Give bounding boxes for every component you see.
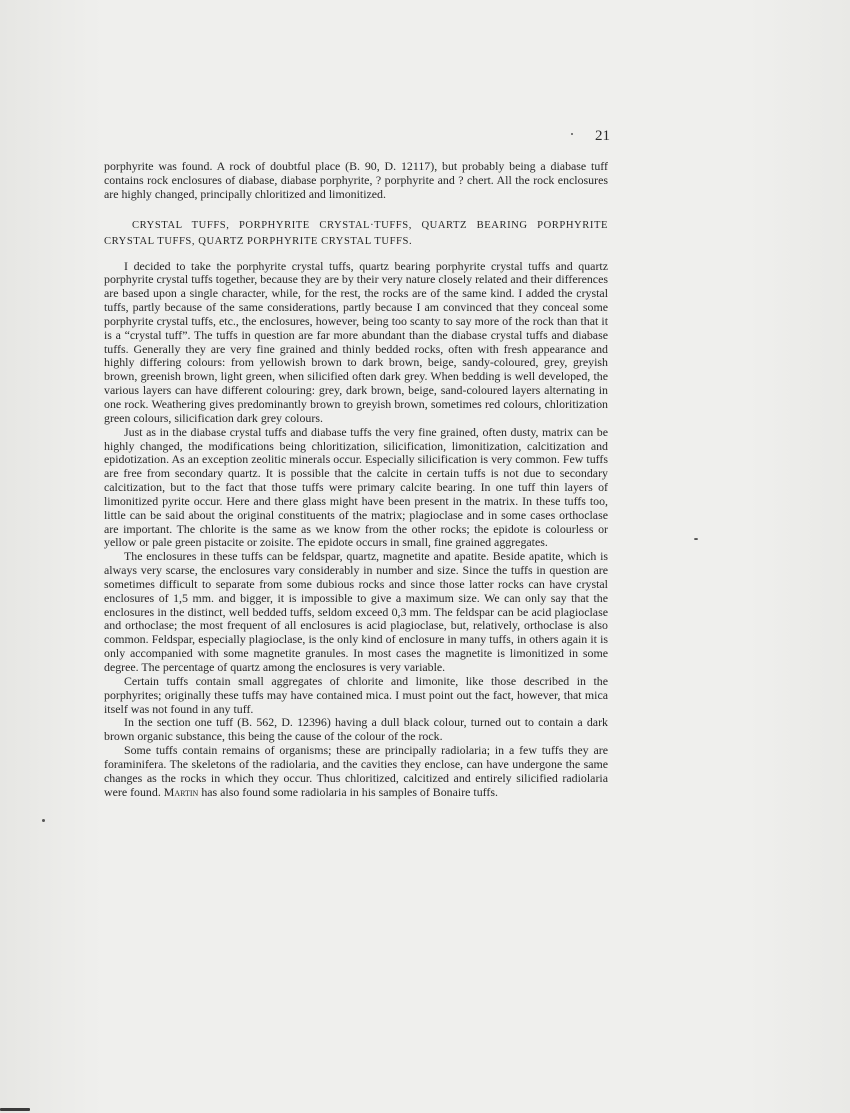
paragraph: The enclosures in these tuffs can be feldspar, quartz, magnetite and apatite. Beside apatite, which is always very scarse, the enclosures vary considerably in number and size. Since the tuffs in question are sometimes difficult to separate from some dubious rocks and since those latter rocks can have crystal enclosures of 1,5 mm. and bigger, it is impossible to give a maximum size. We can only say that the enclosures in the distinct, well bedded tuffs, seldom exceed 0,3 mm. The feldspar can be acid plagioclase and orthoclase; the most frequent of all enclosures is acid plagioclase, but, relatively, orthoclase is also common. Feldspar, especially plagioclase, is the only kind of enclosure in many tuffs, in others again it is only accompanied with some magnetite granules. In most cases the magnetite is limonitized in some degree. The percentage of quartz among the enclosures is very variable. [104, 549, 608, 674]
intro-paragraph: porphyrite was found. A rock of doubtful place (B. 90, D. 12117), but probably being a diabase tuff contains rock enclosures of diabase, diabase porphyrite, ? porphyrite and ? chert. All the rock enclosures are highly changed, principally chloritized and limonitized. [104, 159, 608, 201]
section-heading [104, 218, 608, 250]
paragraph: Just as in the diabase crystal tuffs and diabase tuffs the very fine grained, often dusty, matrix can be highly changed, the modifications being chloritization, silicification, limonitization, calcitization and epidotization. As an exception zeolitic minerals occur. Especially silicification is very common. Few tuffs are free from secondary quartz. It is possible that the calcite in certain tuffs is not due to secondary calcitization, but to the fact that those tuffs were primary calcite bearing. In one tuff thin layers of limonitized pyrite occur. Here and there glass might have been present in the matrix. In these tuffs too, little can be said about the original constituents of the matrix; plagioclase and in some cases orthoclase are important. The chlorite is the same as we know from the other rocks; the epidote is colourless or yellow or pale green pistacite or zoisite. The epidote occurs in small, fine grained aggregates. [104, 424, 608, 550]
page-number: 21 [595, 128, 610, 144]
paragraph-last-before: Some tuffs contain remains of organisms; these are principally radiolaria; in a few tuffs they are foraminifera. The skeletons of the radiolaria, and the cavities they enclose, can have undergone the same changes as the rocks in which they occur. Thus chloritized, calcitized and entirely silicified radiolaria were found. [104, 743, 608, 799]
author-name: Martin [163, 784, 199, 799]
section-heading-text: CRYSTAL TUFFS, PORPHYRITE CRYSTAL·TUFFS, QUARTZ BEARING PORPHYRITE CRYSTAL TUFFS, QUARTZ PORPHYRITE CRYSTAL TUFFS. [104, 219, 608, 247]
paragraph: In the section one tuff (B. 562, D. 12396) having a dull black colour, turned out to contain a dark brown organic substance, this being the cause of the colour of the rock. [104, 715, 608, 744]
paragraph: Certain tuffs contain small aggregates of chlorite and limonite, like those described in the porphyrites; originally these tuffs may have contained mica. I must point out the fact, however, that mica itself was not found in any tuff. [104, 673, 608, 716]
paper-speck [694, 538, 698, 540]
body-text [104, 160, 608, 799]
paper-speck [0, 1108, 30, 1111]
paper-speck [42, 819, 45, 822]
paragraph-last [104, 744, 608, 799]
paper-speck [571, 133, 573, 135]
paragraph: I decided to take the porphyrite crystal tuffs, quartz bearing porphyrite crystal tuffs and quartz porphyrite crystal tuffs together, because they are by their very nature closely related and their differences are based upon a single character, while, for the rest, the rocks are of the same kind. I added the crystal tuffs, partly because of the same considerations, partly because I am convinced that they conceal some porphyrite crystal tuffs, etc., the enclosures, however, being too scanty to say more of the rock than that it is a “crystal tuff”. The tuffs in question are far more abundant than the diabase crystal tuffs and diabase tuffs. Generally they are very fine grained and thinly bedded rocks, often with fresh appearance and highly differing colours: from yellowish brown to dark brown, beige, sandy-coloured, grey, greyish brown, greenish brown, light green, when silicified often dark grey. When bedding is well developed, the various layers can have different colouring: grey, dark brown, beige, sand-coloured layers alternating in one rock. Weathering gives predominantly brown to greyish brown, sometimes red colours, chloritization green colours, silicification dark grey colours. [104, 258, 608, 425]
paragraph-last-after: has also found some radiolaria in his samples of Bonaire tuffs. [201, 784, 498, 799]
